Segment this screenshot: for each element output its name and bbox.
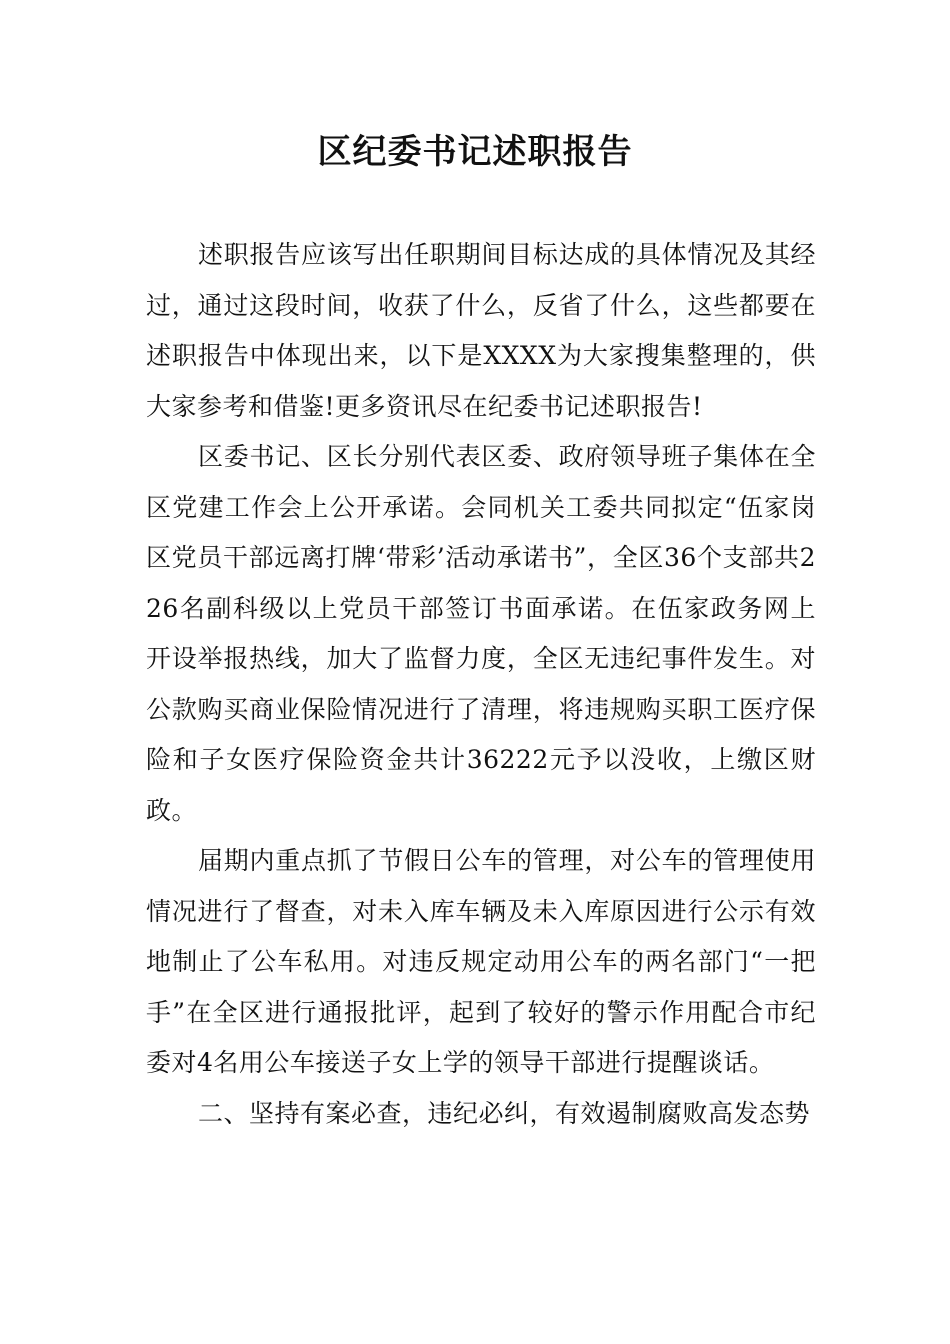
- paragraph-commitment: 区委书记、区长分别代表区委、政府领导班子集体在全区党建工作会上公开承诺。会同机关工委共同拟定“伍家岗区党员干部远离打牌‘带彩’活动承诺书”，全区36个支部共226名副科级以上党员干部签订书面承诺。在伍家政务网上开设举报热线，加大了监督力度，全区无违纪事件发生。对公款购买商业保险情况进行了清理，将违规购买职工医疗保险和子女医疗保险资金共计36222元予以没收，上缴区财政。: [146, 442, 816, 825]
- document-title: 区纪委书记述职报告: [317, 132, 633, 172]
- paragraph-intro: 述职报告应该写出任职期间目标达成的具体情况及其经过，通过这段时间，收获了什么，反省了什么，这些都要在述职报告中体现出来，以下是XXXX为大家搜集整理的，供大家参考和借鉴!更多资讯尽在纪委书记述职报告!: [146, 240, 816, 421]
- paragraph-section-heading: 二、坚持有案必查，违纪必纠，有效遏制腐败高发态势: [198, 1098, 811, 1128]
- document-body: [146, 230, 816, 1139]
- paragraph-vehicle-management: 届期内重点抓了节假日公车的管理，对公车的管理使用情况进行了督查，对未入库车辆及未入库原因进行公示有效地制止了公车私用。对违反规定动用公车的两名部门“一把手”在全区进行通报批评，起到了较好的警示作用配合市纪委对4名用公车接送子女上学的领导干部进行提醒谈话。: [146, 846, 816, 1077]
